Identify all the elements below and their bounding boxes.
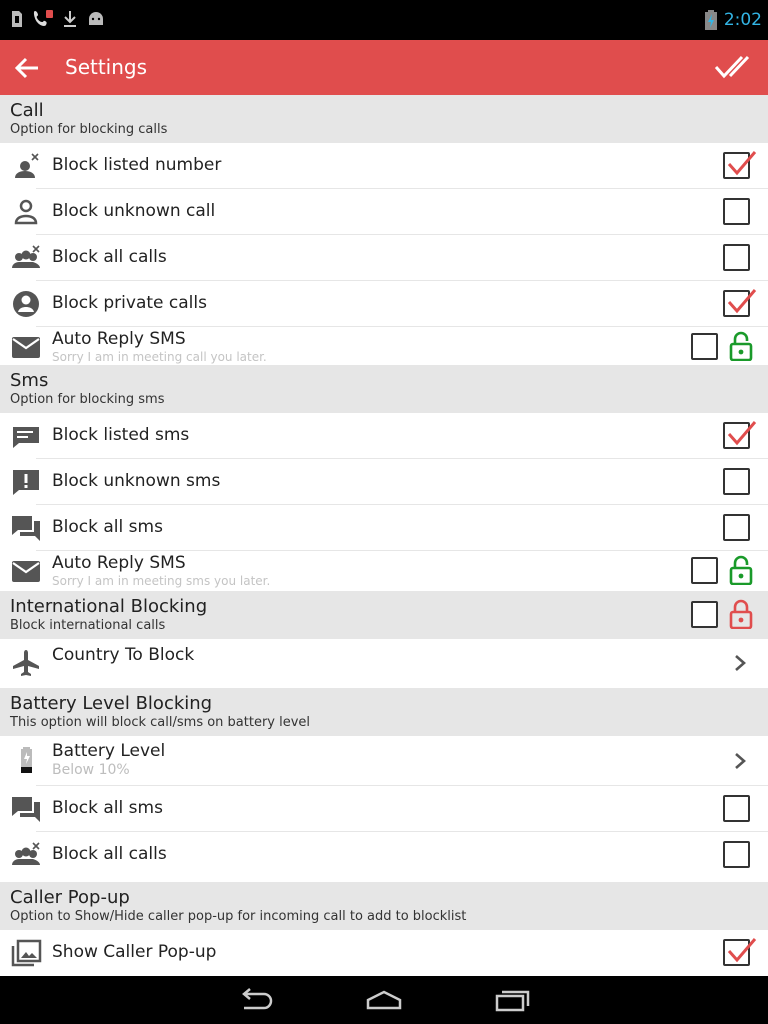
lock-open-icon[interactable]	[728, 331, 754, 361]
message-icon	[10, 422, 42, 450]
list-item[interactable]	[0, 736, 768, 786]
item-label: Block all calls	[52, 844, 167, 864]
missed-call-icon	[32, 9, 54, 29]
list-item[interactable]	[0, 832, 768, 882]
item-sub: Sorry I am in meeting call you later.	[52, 350, 267, 364]
section-subtitle: Block international calls	[10, 618, 166, 633]
item-label: Auto Reply SMS	[52, 553, 186, 573]
list-item[interactable]	[0, 505, 768, 551]
checkbox[interactable]	[723, 514, 750, 541]
list-item[interactable]	[0, 413, 768, 459]
lock-closed-icon[interactable]	[728, 599, 754, 629]
section-title: Sms	[10, 370, 49, 391]
item-label: Show Caller Pop-up	[52, 942, 217, 962]
airplane-icon	[10, 649, 42, 677]
list-item[interactable]	[0, 930, 768, 976]
android-icon	[86, 9, 106, 29]
checkbox[interactable]	[723, 422, 750, 449]
section-title: Battery Level Blocking	[10, 693, 213, 714]
photo-library-icon	[10, 939, 42, 967]
list-item[interactable]	[0, 459, 768, 505]
section-title: International Blocking	[10, 596, 208, 617]
item-label: Battery Level	[52, 741, 166, 761]
checkbox[interactable]	[691, 601, 718, 628]
item-label: Block all sms	[52, 517, 163, 537]
item-label: Block unknown call	[52, 201, 216, 221]
page-title: Settings	[65, 55, 148, 79]
checkbox[interactable]	[723, 468, 750, 495]
status-bar	[0, 0, 768, 40]
person-outline-icon	[10, 198, 42, 226]
mail-icon	[10, 333, 42, 361]
battery-charging-icon	[704, 9, 718, 31]
section-subtitle: This option will block call/sms on battery level	[10, 715, 311, 730]
checkbox[interactable]	[691, 333, 718, 360]
section-subtitle: Option to Show/Hide caller pop-up for incoming call to add to blocklist	[10, 909, 467, 924]
app-bar	[0, 40, 768, 95]
chevron-right-icon	[732, 751, 748, 771]
checkbox[interactable]	[723, 290, 750, 317]
person-x-icon	[10, 152, 42, 180]
item-sub: Sorry I am in meeting sms you later.	[52, 574, 271, 588]
forum-icon	[10, 795, 42, 823]
list-item[interactable]	[0, 327, 768, 365]
section-popup	[0, 882, 768, 930]
checkbox[interactable]	[723, 198, 750, 225]
list-item[interactable]	[0, 786, 768, 832]
chevron-right-icon	[732, 653, 748, 673]
item-label: Block listed number	[52, 155, 222, 175]
account-circle-icon	[10, 290, 42, 318]
list-item[interactable]	[0, 281, 768, 327]
settings-list	[0, 95, 768, 976]
item-label: Block listed sms	[52, 425, 190, 445]
home-nav-icon[interactable]	[364, 988, 404, 1012]
list-item[interactable]	[0, 639, 768, 688]
checkbox[interactable]	[723, 939, 750, 966]
section-title: Call	[10, 100, 44, 121]
lock-open-icon[interactable]	[728, 555, 754, 585]
section-title: Caller Pop-up	[10, 887, 130, 908]
section-battery	[0, 688, 768, 736]
item-label: Country To Block	[52, 645, 195, 665]
item-sub: Below 10%	[52, 762, 130, 778]
clock: 2:02	[723, 10, 762, 30]
section-call	[0, 95, 768, 143]
list-item[interactable]	[0, 551, 768, 591]
battery-alert-icon	[10, 746, 42, 774]
item-label: Auto Reply SMS	[52, 329, 186, 349]
group-x-icon	[10, 244, 42, 272]
section-international[interactable]	[0, 591, 768, 639]
group-x-icon	[10, 841, 42, 869]
list-item[interactable]	[0, 143, 768, 189]
section-subtitle: Option for blocking calls	[10, 122, 168, 137]
back-nav-icon[interactable]	[236, 988, 276, 1012]
item-label: Block unknown sms	[52, 471, 221, 491]
recents-nav-icon[interactable]	[492, 988, 532, 1012]
section-sms	[0, 365, 768, 413]
checkbox[interactable]	[691, 557, 718, 584]
navigation-bar	[0, 976, 768, 1024]
checkbox[interactable]	[723, 841, 750, 868]
item-label: Block all calls	[52, 247, 167, 267]
item-label: Block private calls	[52, 293, 207, 313]
mail-icon	[10, 557, 42, 585]
list-item[interactable]	[0, 235, 768, 281]
checkbox[interactable]	[723, 795, 750, 822]
checkbox[interactable]	[723, 244, 750, 271]
section-subtitle: Option for blocking sms	[10, 392, 165, 407]
sim-icon	[10, 9, 24, 29]
arrow-left-icon[interactable]	[12, 53, 42, 83]
download-icon	[62, 9, 78, 29]
list-item[interactable]	[0, 189, 768, 235]
double-check-icon[interactable]	[714, 52, 754, 82]
forum-icon	[10, 514, 42, 542]
alert-message-icon	[10, 468, 42, 496]
item-label: Block all sms	[52, 798, 163, 818]
checkbox[interactable]	[723, 152, 750, 179]
